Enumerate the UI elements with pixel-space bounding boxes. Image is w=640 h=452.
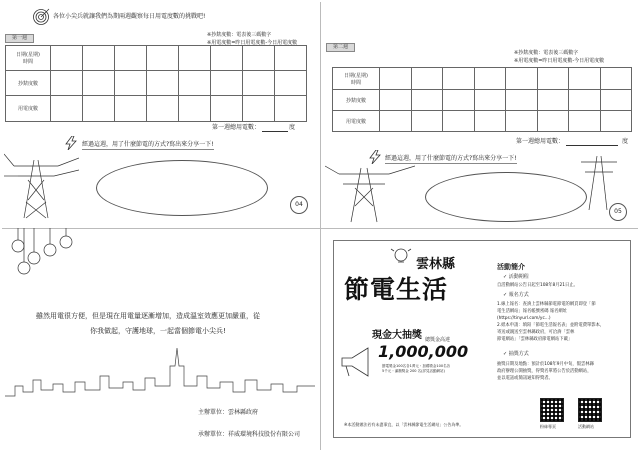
cell[interactable] (569, 111, 601, 132)
cell[interactable] (443, 111, 475, 132)
cell[interactable] (600, 111, 632, 132)
cell[interactable] (83, 96, 115, 122)
page-divider-horizontal (2, 228, 638, 229)
megaphone-icon (340, 346, 374, 378)
cell[interactable] (380, 111, 412, 132)
cell[interactable] (51, 46, 83, 71)
cell[interactable] (179, 71, 211, 96)
prize-detail-2: 5千元・滿額獎金 200 名(詳見活動網站) (382, 369, 445, 373)
cell[interactable] (51, 71, 83, 96)
cell[interactable] (537, 68, 569, 90)
cell[interactable] (506, 90, 538, 111)
cell[interactable] (243, 71, 275, 96)
fanpage-label: 粉絲專頁 (540, 424, 556, 429)
usage-note: ※用電度數=昨日用電度數-今日用電度數 (514, 58, 605, 64)
cell[interactable] (179, 46, 211, 71)
lottery-title: ✓ 抽獎方式 (503, 351, 529, 357)
energy-message-line-1: 雖然用電很方便，但是現在用電量逐漸增加，造成溫室效應更加嚴重，從 (36, 312, 260, 320)
prize-detail-1: 節電獎金100名各1萬元・加碼獎金100名各 (382, 364, 451, 368)
week-two-question: 經過這週，用了什麼節電的方式?寫出來分享一下! (385, 155, 517, 162)
cell[interactable] (83, 71, 115, 96)
cell[interactable] (600, 90, 632, 111)
cell[interactable] (83, 46, 115, 71)
registration-title: ✓ 報名方式 (503, 292, 529, 298)
cell[interactable] (275, 71, 307, 96)
total-unit: 度 (622, 138, 629, 145)
header-date: 日期(星期) 時間 (333, 68, 380, 90)
poster-footnote: ※本活動辦法若有未盡事宜，以「雲林縣節電生活網站」公告為準。 (344, 422, 464, 427)
cell[interactable] (275, 46, 307, 71)
answer-cloud[interactable] (425, 172, 587, 222)
challenge-instruction: 各位小尖兵就讓我們為期兩週觀察每日用電度數的挑戰吧! (53, 13, 206, 20)
cell[interactable] (537, 90, 569, 111)
header-meter: 抄錶度數 (333, 90, 380, 111)
week-two-label: 第二週 (326, 43, 355, 52)
cell[interactable] (179, 96, 211, 122)
light-bulbs-illustration (4, 228, 84, 290)
cell[interactable] (569, 68, 601, 90)
cell[interactable] (147, 96, 179, 122)
week-one-label: 第一週 (5, 34, 34, 43)
prize-subtitle: 總獎金高達 (425, 337, 451, 343)
cell[interactable] (474, 90, 506, 111)
target-icon (32, 8, 50, 26)
cell[interactable] (211, 46, 243, 71)
usage-note: ※用電度數=昨日用電度數-今日用電度數 (207, 40, 298, 46)
cell[interactable] (474, 111, 506, 132)
cell[interactable] (600, 68, 632, 90)
cell[interactable] (115, 96, 147, 122)
header-date: 日期(星期) 時間 (6, 46, 51, 71)
cell[interactable] (211, 96, 243, 122)
week-two-table (332, 67, 632, 132)
header-usage: 用電度數 (6, 96, 51, 122)
light-bulb-icon (388, 246, 414, 268)
power-tower-illustration (325, 160, 415, 224)
cell[interactable] (147, 46, 179, 71)
activity-heading: 活動簡介 (497, 263, 525, 271)
meter-note: ※抄錶度數：電表後三碼數字 (207, 32, 272, 38)
cell[interactable] (443, 90, 475, 111)
energy-message-line-2: 你我做起，守護地球，一起當個節電小尖兵! (90, 327, 226, 335)
executor-text: 承辦單位：祥威環境科技股份有限公司 (198, 431, 301, 438)
cell[interactable] (380, 68, 412, 90)
cell[interactable] (380, 90, 412, 111)
cell[interactable] (411, 90, 443, 111)
header-meter: 抄錶度數 (6, 71, 51, 96)
prize-amount: 1,000,000 (378, 342, 469, 361)
cell[interactable] (115, 71, 147, 96)
cell[interactable] (506, 111, 538, 132)
schedule-body: 自活動網站公告日起至108年8月21日止。 (497, 283, 578, 288)
lightning-icon (64, 136, 78, 150)
cell[interactable] (147, 71, 179, 96)
cell[interactable] (275, 96, 307, 122)
header-usage: 用電度數 (333, 111, 380, 132)
lottery-body: 抽獎日期及地點：預計於108年9月中旬，假雲林縣 政府辦理公開抽獎，得獎名單將公告於活動網站， 並以電話或簡訊通知得獎者。 (497, 362, 594, 381)
prize-banner: 現金大抽獎 (372, 330, 422, 341)
cell[interactable] (243, 46, 275, 71)
cell[interactable] (115, 46, 147, 71)
fanpage-qr-code[interactable] (540, 398, 564, 422)
cell[interactable] (51, 96, 83, 122)
website-qr-code[interactable] (578, 398, 602, 422)
week-one-total-label: 第一週總用電數： (212, 124, 261, 131)
meter-note: ※抄錶度數：電表後三碼數字 (514, 50, 579, 56)
cell[interactable] (474, 68, 506, 90)
week-one-table (5, 45, 307, 122)
total-blank[interactable] (566, 145, 618, 146)
registration-body: 1.線上報名：查詢上雲林縣節電節電的網頁即登「節 電生活網站」報名帳號密碼 報名網址 (https://tinyurl.com/yc...) 2.紙本申請：填寫「節電生活報名表」並附電費單影本， 寄送或親送至雲林縣政府，可洽詢「雲林 節電網站」「雲林縣政府節電網站下載」 (497, 302, 605, 342)
total-unit: 度 (289, 124, 296, 131)
schedule-title: ✓ 活動期程 (503, 274, 529, 280)
website-label: 活動網站 (578, 424, 594, 429)
cell[interactable] (569, 90, 601, 111)
cell[interactable] (411, 68, 443, 90)
cell[interactable] (443, 68, 475, 90)
answer-cloud[interactable] (96, 160, 268, 216)
cell[interactable] (411, 111, 443, 132)
cell[interactable] (211, 71, 243, 96)
page-number-badge: 05 (609, 203, 627, 221)
poster-county: 雲林縣 (416, 257, 456, 272)
week-one-question: 經過這週，用了什麼節電的方式?寫出來分享一下! (82, 141, 214, 148)
cell[interactable] (243, 96, 275, 122)
cell[interactable] (537, 111, 569, 132)
total-blank[interactable] (262, 131, 288, 132)
organizer-text: 主辦單位：雲林縣政府 (198, 409, 259, 416)
power-tower-illustration (4, 150, 79, 220)
poster-title: 節電生活 (344, 275, 449, 304)
page-divider-vertical (320, 2, 321, 450)
page-number-badge: 04 (290, 196, 308, 214)
cell[interactable] (506, 68, 538, 90)
city-skyline-illustration (5, 346, 315, 398)
week-two-total-label: 第一週總用電數： (516, 138, 565, 145)
